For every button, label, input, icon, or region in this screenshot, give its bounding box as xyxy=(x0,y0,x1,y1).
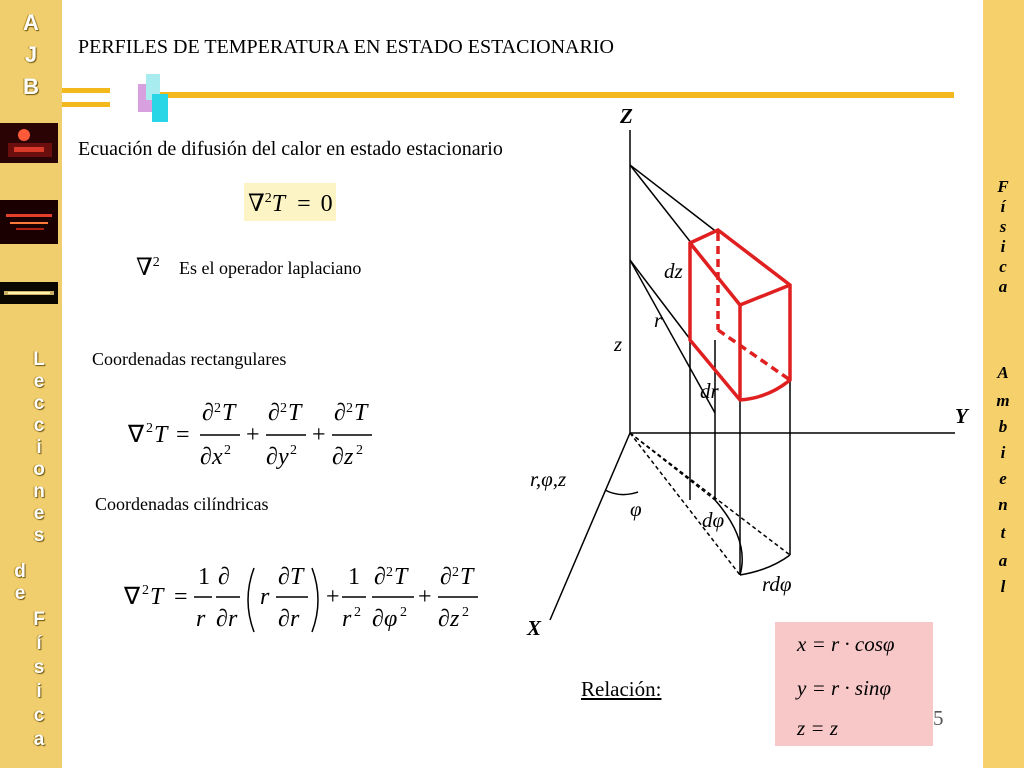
vertical-title-char: a xyxy=(33,729,45,750)
svg-text:T: T xyxy=(154,422,168,448)
svg-text:2: 2 xyxy=(146,421,153,436)
vertical-title-char: n xyxy=(33,481,45,502)
vertical-title-char: s xyxy=(33,525,45,546)
svg-text:2: 2 xyxy=(214,401,221,416)
svg-text:2: 2 xyxy=(142,583,149,598)
power: 2 xyxy=(152,255,160,270)
vertical-text-char: A xyxy=(997,363,1009,382)
svg-text:2: 2 xyxy=(280,401,287,416)
vertical-title-char: d xyxy=(14,561,26,582)
vertical-title-char: o xyxy=(33,459,45,480)
svg-text:+: + xyxy=(326,584,340,610)
zero: 0 xyxy=(320,191,333,217)
svg-text:2: 2 xyxy=(356,443,363,458)
axis-x-label: X xyxy=(527,616,542,640)
vertical-text-char: b xyxy=(998,417,1008,436)
svg-text:∂: ∂ xyxy=(202,400,214,426)
laplacian-symbol xyxy=(136,253,160,282)
svg-text:T: T xyxy=(354,400,368,426)
page-number-fragment: 5 xyxy=(933,706,944,730)
svg-text:2: 2 xyxy=(354,605,361,620)
var-t: T xyxy=(271,191,286,217)
vertical-text-char: s xyxy=(999,217,1007,236)
x-axis xyxy=(550,433,630,620)
cylindrical-laplacian-equation xyxy=(122,560,482,640)
svg-text:∂: ∂ xyxy=(438,606,450,632)
svg-text:=: = xyxy=(176,422,190,448)
svg-text:∂: ∂ xyxy=(332,444,344,470)
axis-z-label: Z xyxy=(620,104,633,128)
svg-text:r: r xyxy=(290,606,300,632)
cylindrical-label: Coordenadas cilíndricas xyxy=(95,494,269,514)
svg-text:z: z xyxy=(344,444,354,470)
vertical-title-char: e xyxy=(33,371,45,392)
dr-label: dr xyxy=(700,379,719,403)
svg-text:∂: ∂ xyxy=(334,400,346,426)
steady-state-equation xyxy=(244,183,336,221)
logo-letter: J xyxy=(24,42,38,67)
thumbnail-image-1 xyxy=(0,123,58,163)
svg-text:r: r xyxy=(196,606,206,632)
svg-text:∇: ∇ xyxy=(128,422,145,448)
svg-text:+: + xyxy=(418,584,432,610)
vertical-text-char: a xyxy=(998,551,1008,570)
vertical-text-char: F xyxy=(997,177,1009,196)
vertical-text-char: l xyxy=(1000,577,1006,596)
relation-x: x = r · cosφ xyxy=(797,632,895,656)
vertical-text-char: c xyxy=(999,257,1007,276)
svg-text:∂: ∂ xyxy=(440,564,452,590)
laplacian-label: Es el operador laplaciano xyxy=(179,258,362,278)
page-title: PERFILES DE TEMPERATURA EN ESTADO ESTACIONARIO xyxy=(78,36,614,58)
svg-text:+: + xyxy=(246,422,260,448)
vertical-title-char: c xyxy=(33,393,45,414)
vertical-title-char: i xyxy=(36,437,42,458)
phi-label: φ xyxy=(630,497,642,521)
vertical-text-char: n xyxy=(998,495,1008,514)
svg-text:φ: φ xyxy=(384,606,398,632)
volume-element xyxy=(690,230,790,400)
vertical-title-char: i xyxy=(36,681,42,702)
svg-text:r: r xyxy=(260,584,270,610)
vertical-title-char: L xyxy=(33,349,45,370)
dphi-label: dφ xyxy=(702,508,725,532)
thumbnail-image-2 xyxy=(0,200,58,244)
relation-z: z = z xyxy=(797,716,839,740)
svg-text:2: 2 xyxy=(386,565,393,580)
rectangular-label: Coordenadas rectangulares xyxy=(92,349,287,369)
svg-text:y: y xyxy=(278,444,289,470)
svg-text:∂: ∂ xyxy=(266,444,278,470)
coords-label: r,φ,z xyxy=(530,467,567,491)
svg-text:2: 2 xyxy=(400,605,407,620)
svg-text:∇: ∇ xyxy=(124,584,141,610)
axis-y-label: Y xyxy=(955,404,968,428)
svg-text:r: r xyxy=(228,606,238,632)
vertical-title-char: í xyxy=(36,633,42,654)
svg-text:2: 2 xyxy=(462,605,469,620)
vertical-title-char: F xyxy=(33,609,45,630)
vertical-title-char: e xyxy=(14,583,26,604)
cylindrical-element-diagram xyxy=(500,100,980,640)
svg-text:z: z xyxy=(450,606,460,632)
svg-text:1: 1 xyxy=(198,564,210,590)
z-label: z xyxy=(614,332,623,356)
relation-label: Relación: xyxy=(581,677,662,701)
right-sidebar xyxy=(983,0,1024,768)
vertical-text-char: i xyxy=(1000,443,1006,462)
svg-text:∂: ∂ xyxy=(268,400,280,426)
svg-text:r: r xyxy=(342,606,352,632)
vertical-title-char: s xyxy=(33,657,45,678)
vertical-text-char: a xyxy=(998,277,1008,296)
rdphi-label: rdφ xyxy=(762,572,792,596)
svg-text:x: x xyxy=(212,444,223,470)
svg-text:∂: ∂ xyxy=(374,564,386,590)
vertical-text-char: i xyxy=(1000,237,1006,256)
svg-text:T: T xyxy=(460,564,474,590)
svg-text:T: T xyxy=(290,564,304,590)
svg-text:2: 2 xyxy=(452,565,459,580)
svg-text:∂: ∂ xyxy=(218,564,230,590)
nabla-symbol: ∇ xyxy=(248,191,265,217)
svg-text:2: 2 xyxy=(290,443,297,458)
svg-text:T: T xyxy=(288,400,302,426)
relation-y: y = r · sinφ xyxy=(797,676,892,700)
rectangular-laplacian-equation xyxy=(124,398,384,474)
svg-text:+: + xyxy=(312,422,326,448)
svg-text:2: 2 xyxy=(346,401,353,416)
power: 2 xyxy=(264,191,272,206)
vertical-title-char: e xyxy=(33,503,45,524)
vertical-title-char: c xyxy=(33,705,45,726)
dz-label: dz xyxy=(664,259,683,283)
vertical-title-char: c xyxy=(33,415,45,436)
vertical-text-char: m xyxy=(996,391,1010,410)
svg-text:∂: ∂ xyxy=(372,606,384,632)
vertical-text-char: í xyxy=(1000,197,1006,216)
r-label: r xyxy=(654,308,663,332)
svg-text:T: T xyxy=(394,564,408,590)
vertical-text-char: e xyxy=(999,469,1007,488)
svg-text:2: 2 xyxy=(224,443,231,458)
section-subtitle: Ecuación de difusión del calor en estado estacionario xyxy=(78,138,503,160)
svg-text:∂: ∂ xyxy=(278,564,290,590)
equals: = xyxy=(297,191,311,217)
svg-text:∂: ∂ xyxy=(278,606,290,632)
vertical-text-char: t xyxy=(1000,523,1006,542)
svg-text:∂: ∂ xyxy=(200,444,212,470)
svg-text:=: = xyxy=(174,584,188,610)
svg-text:∂: ∂ xyxy=(216,606,228,632)
svg-text:T: T xyxy=(150,584,164,610)
logo-letter: A xyxy=(23,10,39,35)
svg-text:1: 1 xyxy=(348,564,360,590)
logo-letter: B xyxy=(23,74,39,99)
relation-box xyxy=(775,622,933,746)
svg-text:T: T xyxy=(222,400,236,426)
thumbnail-image-3 xyxy=(0,282,58,304)
nabla-symbol: ∇ xyxy=(136,255,153,281)
